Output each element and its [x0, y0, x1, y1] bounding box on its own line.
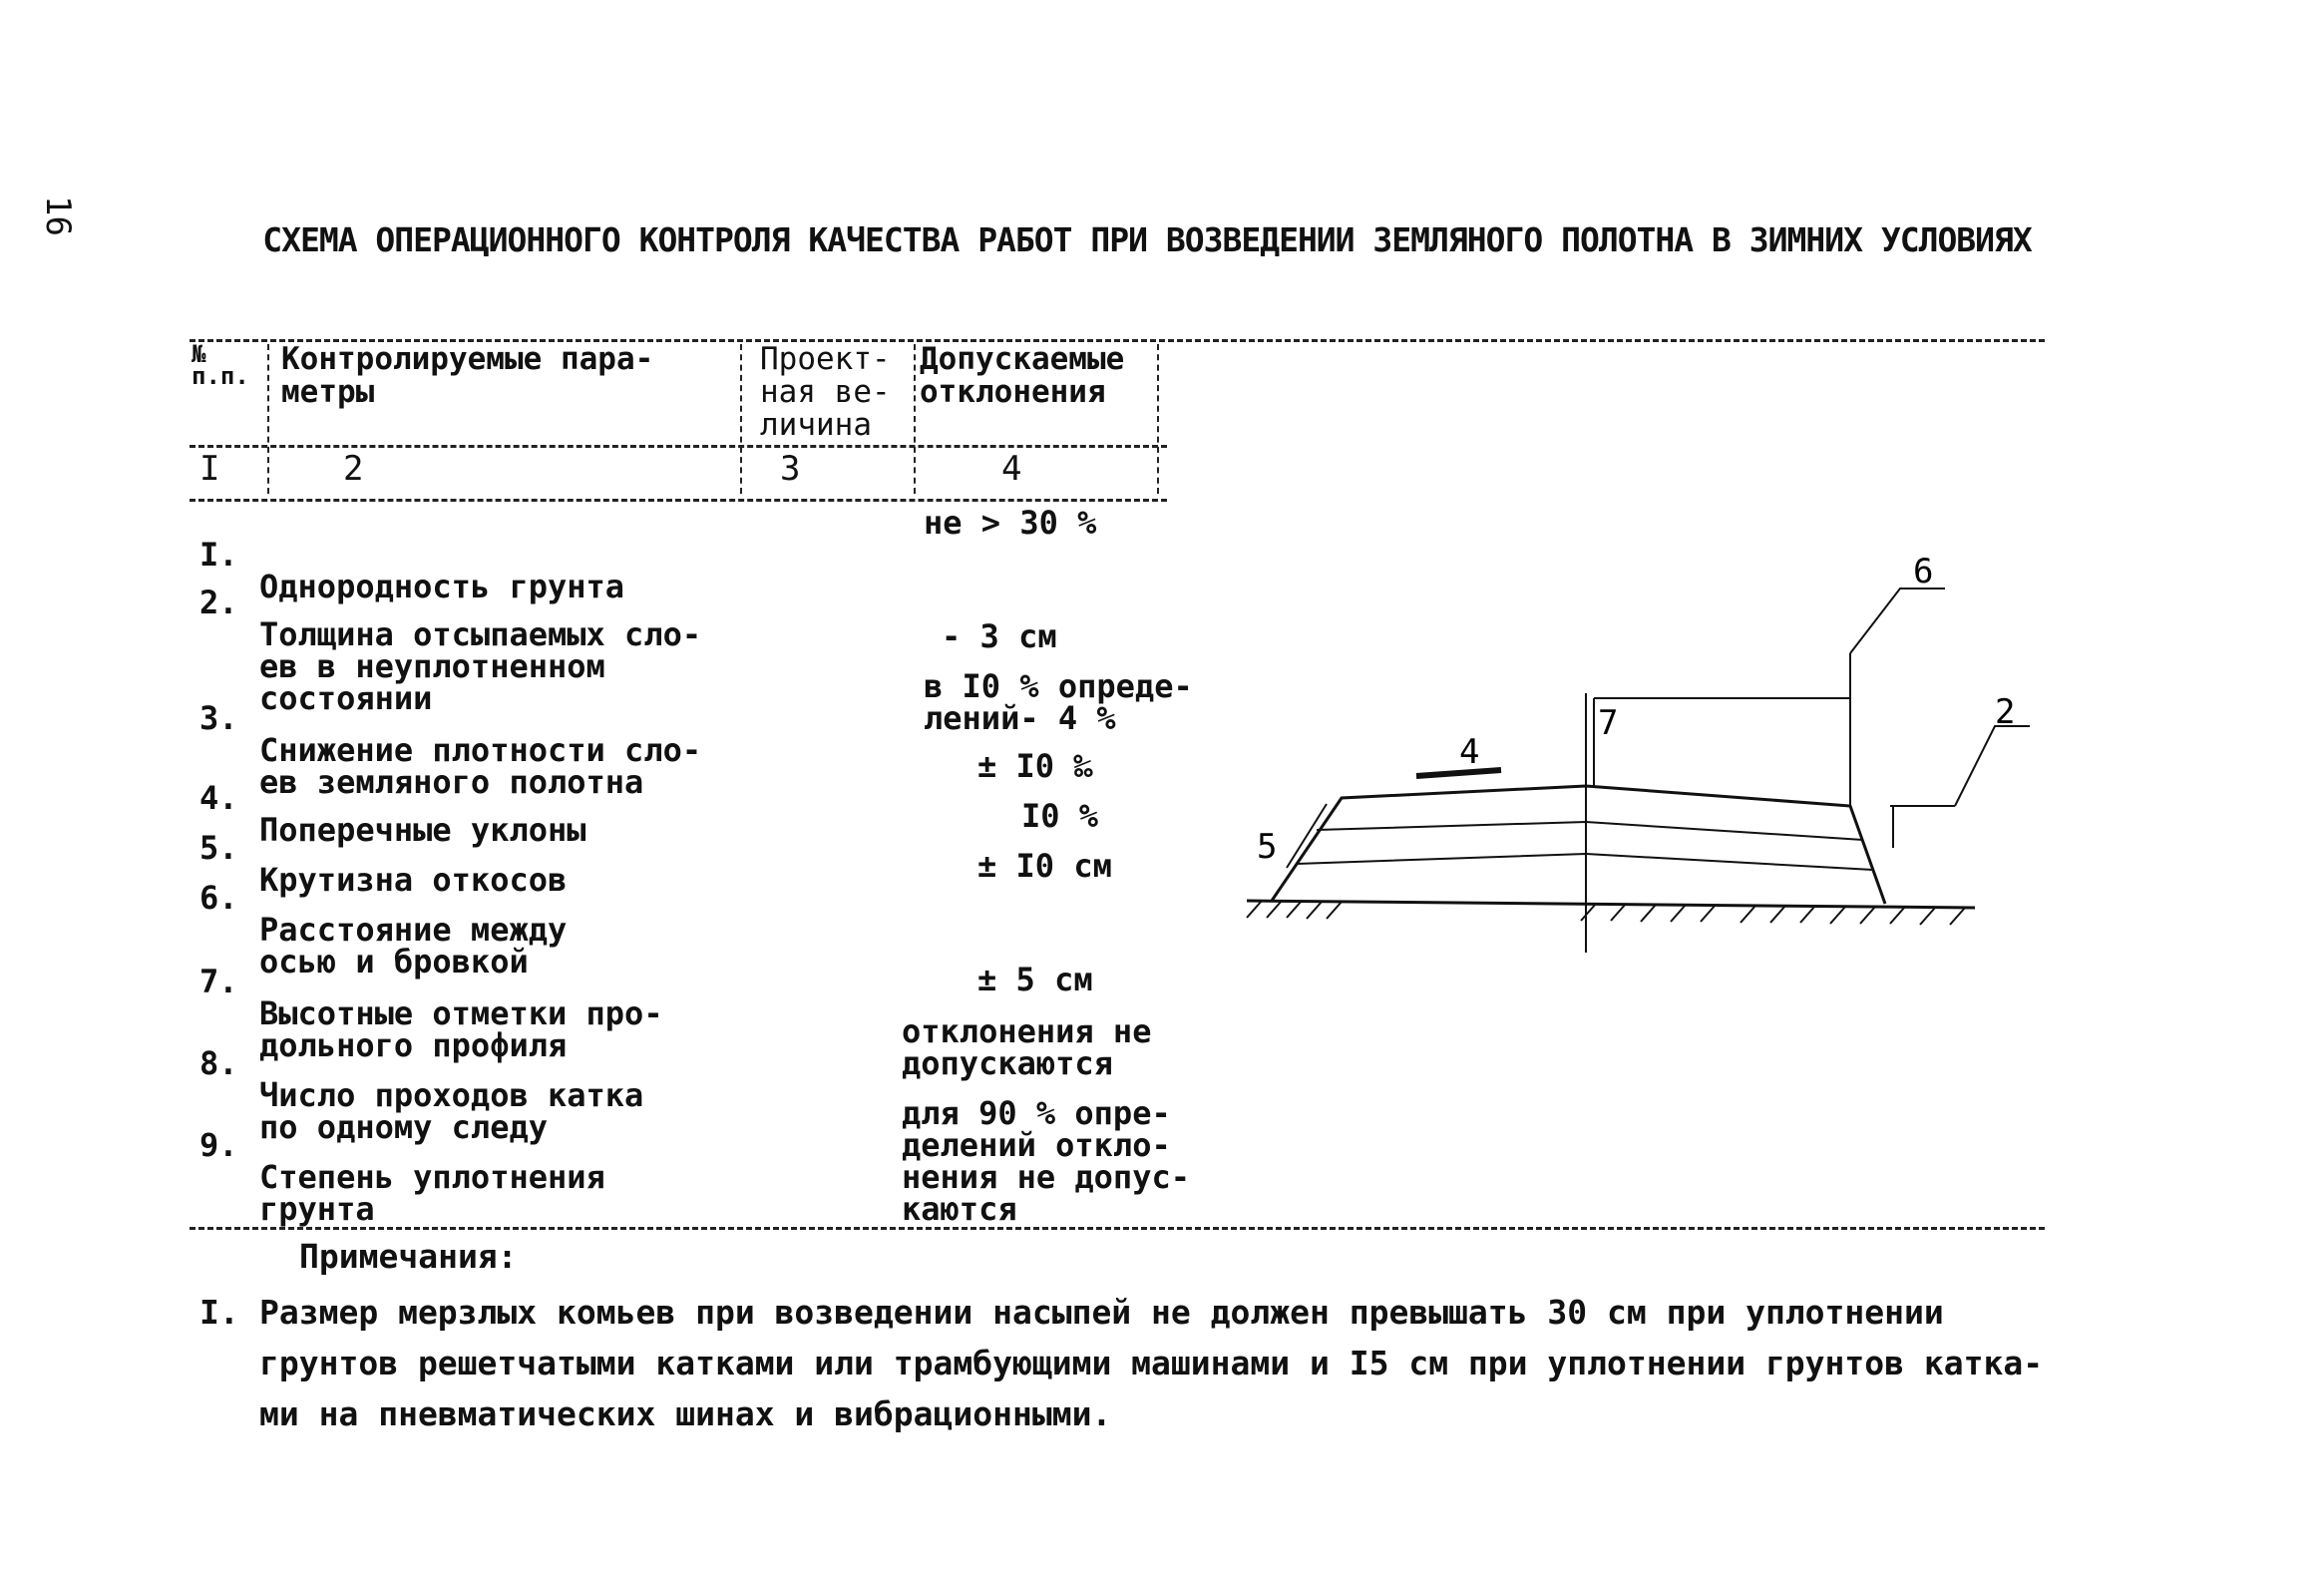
row-number: 8.: [199, 1044, 238, 1082]
row-number: 5.: [199, 829, 238, 867]
row-parameter: Высотные отметки про- дольного профиля: [259, 994, 663, 1064]
row-deviation: ± I0 ‰: [977, 747, 1093, 785]
column-number: I: [199, 449, 220, 489]
header-allowed-deviations: Допускаемые отклонения: [920, 341, 1125, 410]
embankment-outline: [1272, 786, 1885, 904]
row-parameter: Степень уплотнения грунта: [259, 1158, 605, 1228]
row-deviation: ± 5 см: [977, 961, 1093, 998]
diagram-label: 7: [1598, 703, 1619, 743]
note-number: I.: [199, 1293, 239, 1332]
row-parameter: Число проходов катка по одному следу: [259, 1076, 644, 1146]
row-number: 3.: [199, 699, 238, 737]
row-parameter: Однородность грунта: [259, 568, 625, 605]
row-deviation: - 3 см: [942, 617, 1057, 655]
row-number: 6.: [199, 879, 238, 917]
column-number: 2: [343, 449, 364, 489]
note-item: [199, 1287, 2075, 1439]
row-number: 4.: [199, 779, 238, 817]
diagram-label: 2: [1995, 692, 2016, 732]
notes-title: Примечания:: [299, 1237, 518, 1276]
ground-line: [1247, 901, 1975, 908]
diagram-label: 5: [1257, 827, 1278, 867]
diagram-label: 4: [1459, 732, 1480, 772]
row-deviation: в I0 % опреде- лений- 4 %: [924, 667, 1193, 737]
column-number: 4: [1001, 449, 1022, 489]
page-number: 16: [38, 196, 78, 236]
header-parameters: Контролируемые пара- метры: [281, 341, 654, 410]
leader-line: [1955, 726, 2030, 806]
header-design-value: Проект- ная ве- личина: [760, 341, 891, 443]
header-number: № п.п.: [192, 340, 249, 390]
row-parameter: Толщина отсыпаемых сло- ев в неуплотненном состоянии: [259, 615, 702, 717]
row-number: I.: [199, 536, 238, 574]
slope-marker: [1287, 804, 1327, 868]
row-parameter: Крутизна откосов: [259, 861, 568, 899]
row-deviation: ± I0 см: [977, 847, 1112, 885]
row-deviation: отклонения не допускаются: [902, 1012, 1152, 1082]
row-parameter: Поперечные уклоны: [259, 811, 586, 849]
row-deviation: для 90 % опре- делений откло- нения не допус- каются: [902, 1094, 1190, 1228]
leader-line: [1850, 589, 1945, 653]
row-parameter: Снижение плотности сло- ев земляного полотна: [259, 731, 702, 801]
column-number: 3: [780, 449, 801, 489]
layer-line: [1317, 822, 1863, 840]
row-parameter: Расстояние между осью и бровкой: [259, 911, 568, 981]
row-number: 9.: [199, 1126, 238, 1164]
page-title: СХЕМА ОПЕРАЦИОННОГО КОНТРОЛЯ КАЧЕСТВА РАБОТ ПРИ ВОЗВЕДЕНИИ ЗЕМЛЯНОГО ПОЛОТНА В ЗИМНИХ УСЛОВИЯХ: [262, 220, 2032, 259]
diagram-label: 6: [1913, 552, 1934, 591]
note-text: Размер мерзлых комьев при возведении насыпей не должен превышать 30 см при уплотнении грунтов решетчатыми катками или трамбующими машинами и I5 см при уплотнении грунтов катка-ми на пневматических шинах и вибрационными.: [259, 1293, 2044, 1433]
row-number: 2.: [199, 584, 238, 621]
row-deviation: не > 30 %: [924, 504, 1097, 542]
row-deviation: I0 %: [1021, 797, 1099, 835]
row-number: 7.: [199, 963, 238, 1000]
